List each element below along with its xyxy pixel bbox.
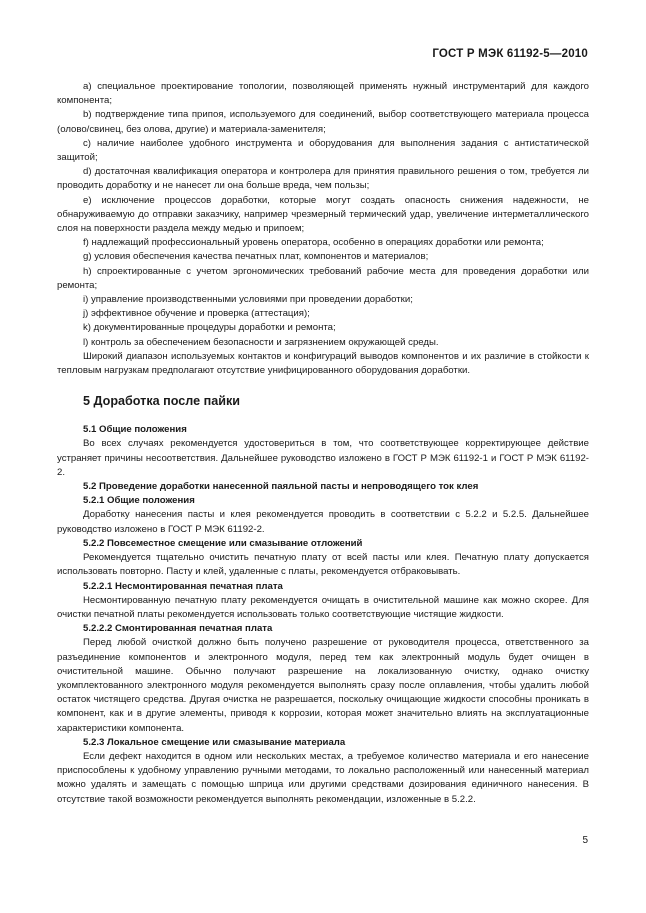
list-item-a: а) специальное проектирование топологии, позволяющей применять нужный инструментарий для каждого компонента; <box>57 81 589 107</box>
subsection-5-1-text: Во всех случаях рекомендуется удостовериться в том, что соответствующее корректирующее действие устраняет причины несоответствия. Дальнейшее руководство изложено в ГОСТ Р МЭК 61192-1 и ГОСТ Р МЭК 61192-2. <box>57 438 589 478</box>
list-item-i: i) управление производственными условиями при проведении доработки; <box>83 294 413 306</box>
subsection-5-2-2-2-text: Перед любой очисткой должно быть получено разрешение от руководителя процесса, ответственного за разъединение компонентов и электронного модуля, перед тем как электронный модуль будет очищен в очистительной машине. Обычно получают разрешение на локализованную очистку, однако очистку укомплектованного электронного модуля рекомендуется выполнять сразу после оплавления, чтобы удалить любой остаток чистящего средства. Другая очистка не разрешается, поскольку очищающие жидкости способны проникать в компонент, как и в другие элементы, приводя к коррозии, которая может значительно влиять на эксплуатационные характеристики компонента. <box>57 637 589 734</box>
list-item-b: b) подтверждение типа припоя, используемого для соединений, выбор соответствующего материала процесса (олово/свинец, без олова, другие) и материала-заменителя; <box>57 109 589 135</box>
list-item-k: k) документированные процедуры доработки и ремонта; <box>83 322 336 334</box>
list-item-c: c) наличие наиболее удобного инструмента и оборудования для выполнения задания с антистатической защитой; <box>57 137 589 164</box>
list-item-j: j) эффективное обучение и проверка (аттестация); <box>83 308 310 320</box>
document-body <box>57 80 589 807</box>
document-header: ГОСТ Р МЭК 61192-5—2010 <box>432 48 588 60</box>
subsection-5-2-3-text: Если дефект находится в одном или нескольких местах, а требуемое количество материала и его нанесение приспособлены к удобному управлению ручными методами, то локально расположенный или нанесенный материал можно удалять и замещать с помощью шприца или другими средствами дозирования единичного нанесения. В отсутствие такой возможности рекомендуется выполнять рекомендации, изложенные в 5.2.2. <box>57 750 589 805</box>
section-5-title: 5 Доработка после пайки <box>83 394 241 409</box>
list-item-f: f) надлежащий профессиональный уровень оператора, особенно в операциях доработки или ремонта; <box>83 237 544 249</box>
list-item-h: h) спроектированные с учетом эргономических требований рабочие места для проведения доработки или ремонта; <box>57 265 589 291</box>
subsection-5-2-2-1-title: 5.2.2.1 Несмонтированная печатная плата <box>83 580 283 592</box>
subsection-5-2-1-text: Доработку нанесения пасты и клея рекомендуется проводить в соответствии с 5.2.2 и 5.2.5. Дальнейшее руководство изложено в ГОСТ Р МЭК 61192-2. <box>57 509 589 535</box>
subsection-5-2-3-title: 5.2.3 Локальное смещение или смазывание материала <box>83 736 346 748</box>
subsection-5-2-1-title: 5.2.1 Общие положения <box>83 495 195 507</box>
list-item-d: d) достаточная квалификация оператора и контролера для принятия правильного решения о том, требуется ли проводить доработку и не нанесет ли она больше вреда, чем пользы; <box>57 166 589 192</box>
subsection-5-2-2-2-title: 5.2.2.2 Смонтированная печатная плата <box>83 623 273 635</box>
subsection-5-2-title: 5.2 Проведение доработки нанесенной паяльной пасты и непроводящего ток клея <box>83 481 479 493</box>
subsection-5-2-2-1-text: Несмонтированную печатную плату рекомендуется очищать в очистительной машине как можно скорее. Для очистки печатной платы рекомендуется использовать только соответствующие чистящие жидкости. <box>57 594 589 620</box>
page-number: 5 <box>582 835 588 846</box>
list-item-e: e) исключение процессов доработки, которые могут создать опасность снижения надежности, не обнаруживаемую до отправки заказчику, например чрезмерный термический удар, увеличение интерметаллического слоя на поверхности раздела между медью и припоем; <box>57 194 589 235</box>
list-item-l: l) контроль за обеспечением безопасности и загрязнением окружающей среды. <box>83 336 439 348</box>
list-item-g: g) условия обеспечения качества печатных плат, компонентов и материалов; <box>83 251 429 263</box>
subsection-5-2-2-text: Рекомендуется тщательно очистить печатную плату от всей пасты или клея. Печатную плату допускается использовать повторно. Пасту и клей, удаленные с платы, рекомендуется отбраковывать. <box>57 552 589 578</box>
subsection-5-2-2-title: 5.2.2 Повсеместное смещение или смазывание отложений <box>83 537 363 549</box>
subsection-5-1-title: 5.1 Общие положения <box>83 424 187 436</box>
intro-closing-paragraph: Широкий диапазон используемых контактов и конфигураций выводов компонентов и их различие в стойкости к тепловым нагрузкам предполагают отсутствие унифицированного оборудования доработки. <box>57 350 589 377</box>
